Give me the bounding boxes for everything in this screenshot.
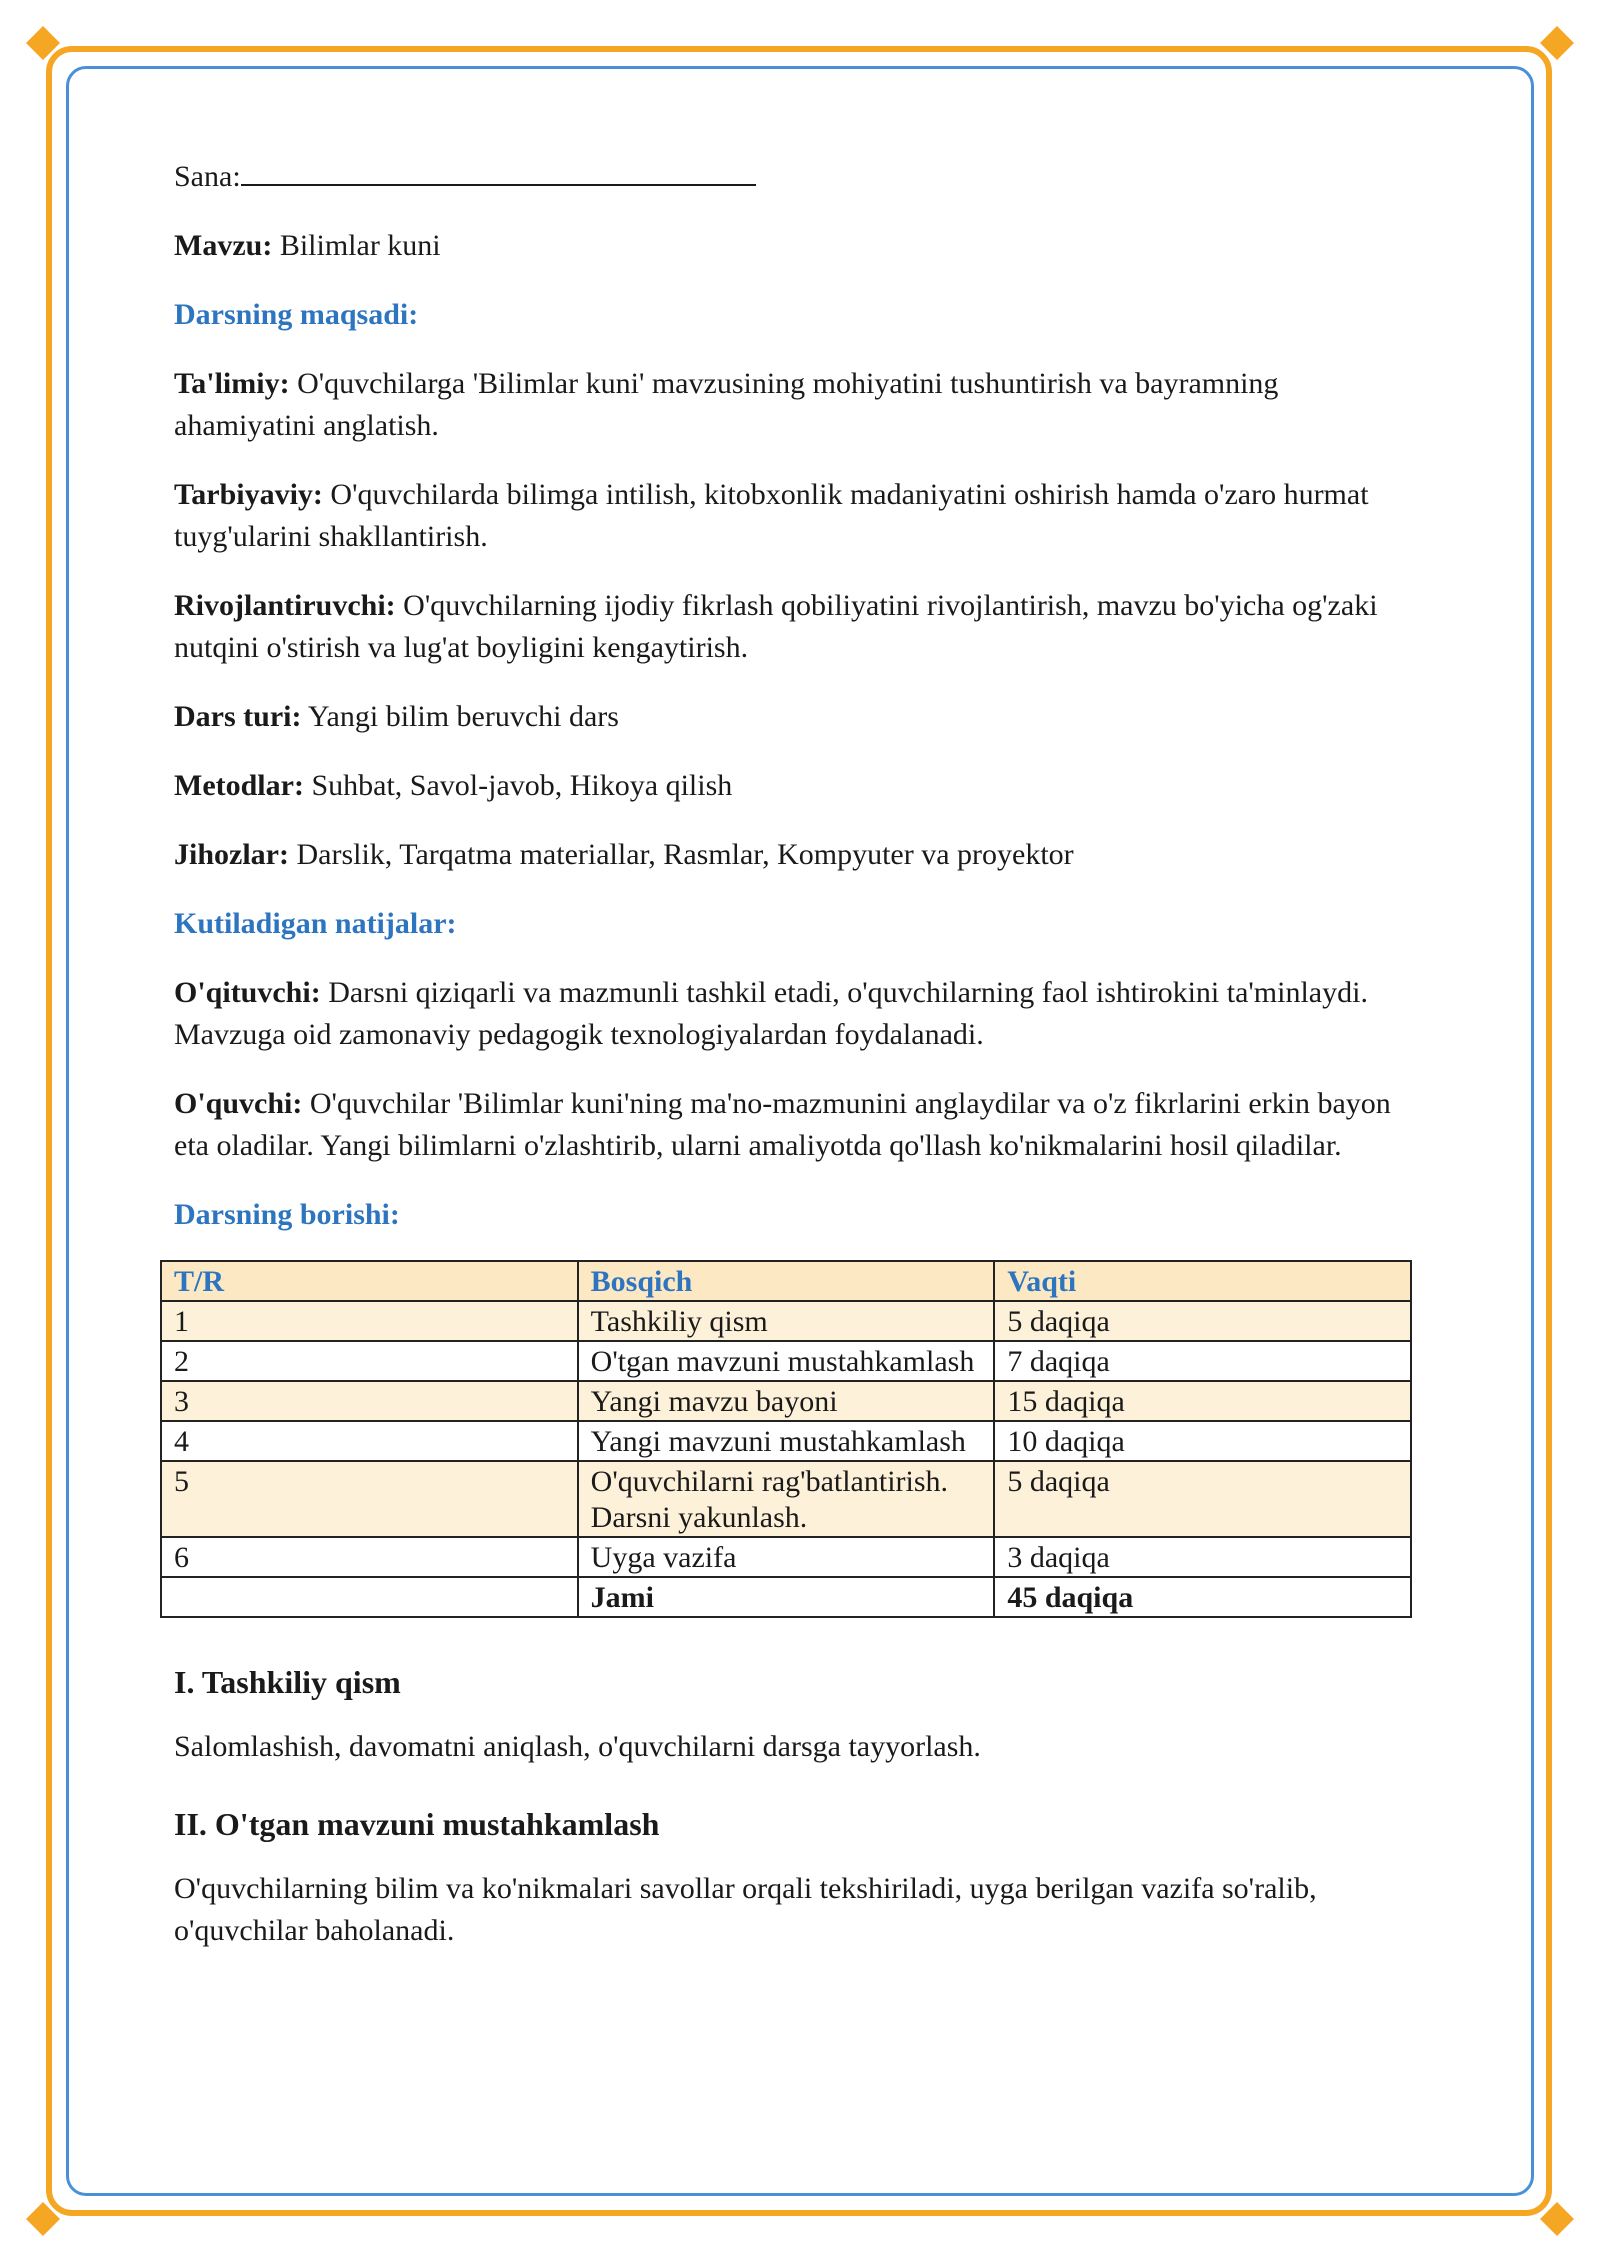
section-text: Salomlashish, davomatni aniqlash, o'quvchilarni darsga tayyorlash. [174,1730,981,1763]
total-value: 45 daqiqa [994,1577,1411,1617]
result-student-text: O'quvchilar 'Bilimlar kuni'ning ma'no-mazmunini anglaydilar va o'z fikrlarini erkin bayon eta oladilar. Yangi bilimlarni o'zlashtirib, ularni amaliyotda qo'llash ko'nikmalarini hosil qiladilar. [174,1087,1391,1162]
equipment-value: Darslik, Tarqatma materiallar, Rasmlar, Kompyuter va proyektor [296,838,1074,871]
table-row [161,1421,1411,1461]
lesson-type [174,696,1414,738]
table-cell: 2 [161,1341,578,1381]
table-cell: 5 daqiqa [994,1461,1411,1537]
lesson-steps-table [160,1260,1412,1618]
methods [174,765,1414,807]
goal-upbringing [174,474,1414,558]
table-cell: O'tgan mavzuni mustahkamlash [578,1341,995,1381]
goal-developmental-text: O'quvchilarning ijodiy fikrlash qobiliyatini rivojlantirish, mavzu bo'yicha og'zaki nutqini o'stirish va lug'at boyligini kengaytirish. [174,589,1378,664]
column-header: T/R [161,1261,578,1301]
goal-upbringing-text: O'quvchilarda bilimga intilish, kitobxonlik madaniyatini oshirish hamda o'zaro hurmat tuyg'ularini shakllantirish. [174,478,1369,553]
lesson-type-label: Dars turi: [174,700,302,733]
table-cell: Yangi mavzu bayoni [578,1381,995,1421]
result-teacher [174,972,1414,1056]
table-cell: 5 [161,1461,578,1537]
section-text: O'quvchilarning bilim va ko'nikmalari savollar orqali tekshiriladi, uyga berilgan vazifa so'ralib, o'quvchilar baholanadi. [174,1872,1317,1947]
table-cell [161,1577,578,1617]
table-row [161,1537,1411,1577]
table-row [161,1461,1411,1537]
goal-upbringing-label: Tarbiyaviy: [174,478,323,511]
table-cell: 3 daqiqa [994,1537,1411,1577]
results-heading: Kutiladigan natijalar: [174,907,457,940]
table-cell: 3 [161,1381,578,1421]
table-cell: Uyga vazifa [578,1537,995,1577]
table-cell: 10 daqiqa [994,1421,1411,1461]
table-cell: 7 daqiqa [994,1341,1411,1381]
table-cell: 6 [161,1537,578,1577]
table-row [161,1301,1411,1341]
lesson-type-value: Yangi bilim beruvchi dars [307,700,619,733]
table-cell: O'quvchilarni rag'batlantirish. Darsni yakunlash. [578,1461,995,1537]
table-cell: 5 daqiqa [994,1301,1411,1341]
process-heading: Darsning borishi: [174,1198,400,1231]
table-cell: Tashkiliy qism [578,1301,995,1341]
table-header-row [161,1261,1411,1301]
section-title: I. Tashkiliy qism [174,1664,401,1700]
table-row [161,1341,1411,1381]
table-row [161,1381,1411,1421]
lesson-plan [174,150,1414,1979]
goal-educational [174,363,1414,447]
methods-label: Metodlar: [174,769,304,802]
goal-educational-text: O'quvchilarga 'Bilimlar kuni' mavzusining mohiyatini tushuntirish va bayramning ahamiyatini anglatish. [174,367,1279,442]
goal-educational-label: Ta'limiy: [174,367,290,400]
column-header: Vaqti [994,1261,1411,1301]
date-label: Sana: [174,160,241,193]
table-cell: 1 [161,1301,578,1341]
table-cell: Yangi mavzuni mustahkamlash [578,1421,995,1461]
date-line [174,150,1414,198]
result-teacher-label: O'qituvchi: [174,976,321,1009]
result-teacher-text: Darsni qiziqarli va mazmunli tashkil etadi, o'quvchilarning faol ishtirokini ta'minlaydi. Mavzuga oid zamonaviy pedagogik texnologiyalardan foydalanadi. [174,976,1368,1051]
equipment-label: Jihozlar: [174,838,289,871]
date-blank [241,150,756,186]
table-total-row [161,1577,1411,1617]
topic-label: Mavzu: [174,229,273,262]
column-header: Bosqich [578,1261,995,1301]
topic-value: Bilimlar kuni [279,229,441,262]
goal-developmental-label: Rivojlantiruvchi: [174,589,396,622]
result-student [174,1083,1414,1167]
section-title: II. O'tgan mavzuni mustahkamlash [174,1806,660,1842]
table-cell: 15 daqiqa [994,1381,1411,1421]
topic-line [174,225,1414,267]
table-cell: 4 [161,1421,578,1461]
goal-developmental [174,585,1414,669]
result-student-label: O'quvchi: [174,1087,303,1120]
goals-heading: Darsning maqsadi: [174,298,419,331]
equipment [174,834,1414,876]
methods-value: Suhbat, Savol-javob, Hikoya qilish [311,769,733,802]
total-label: Jami [578,1577,995,1617]
